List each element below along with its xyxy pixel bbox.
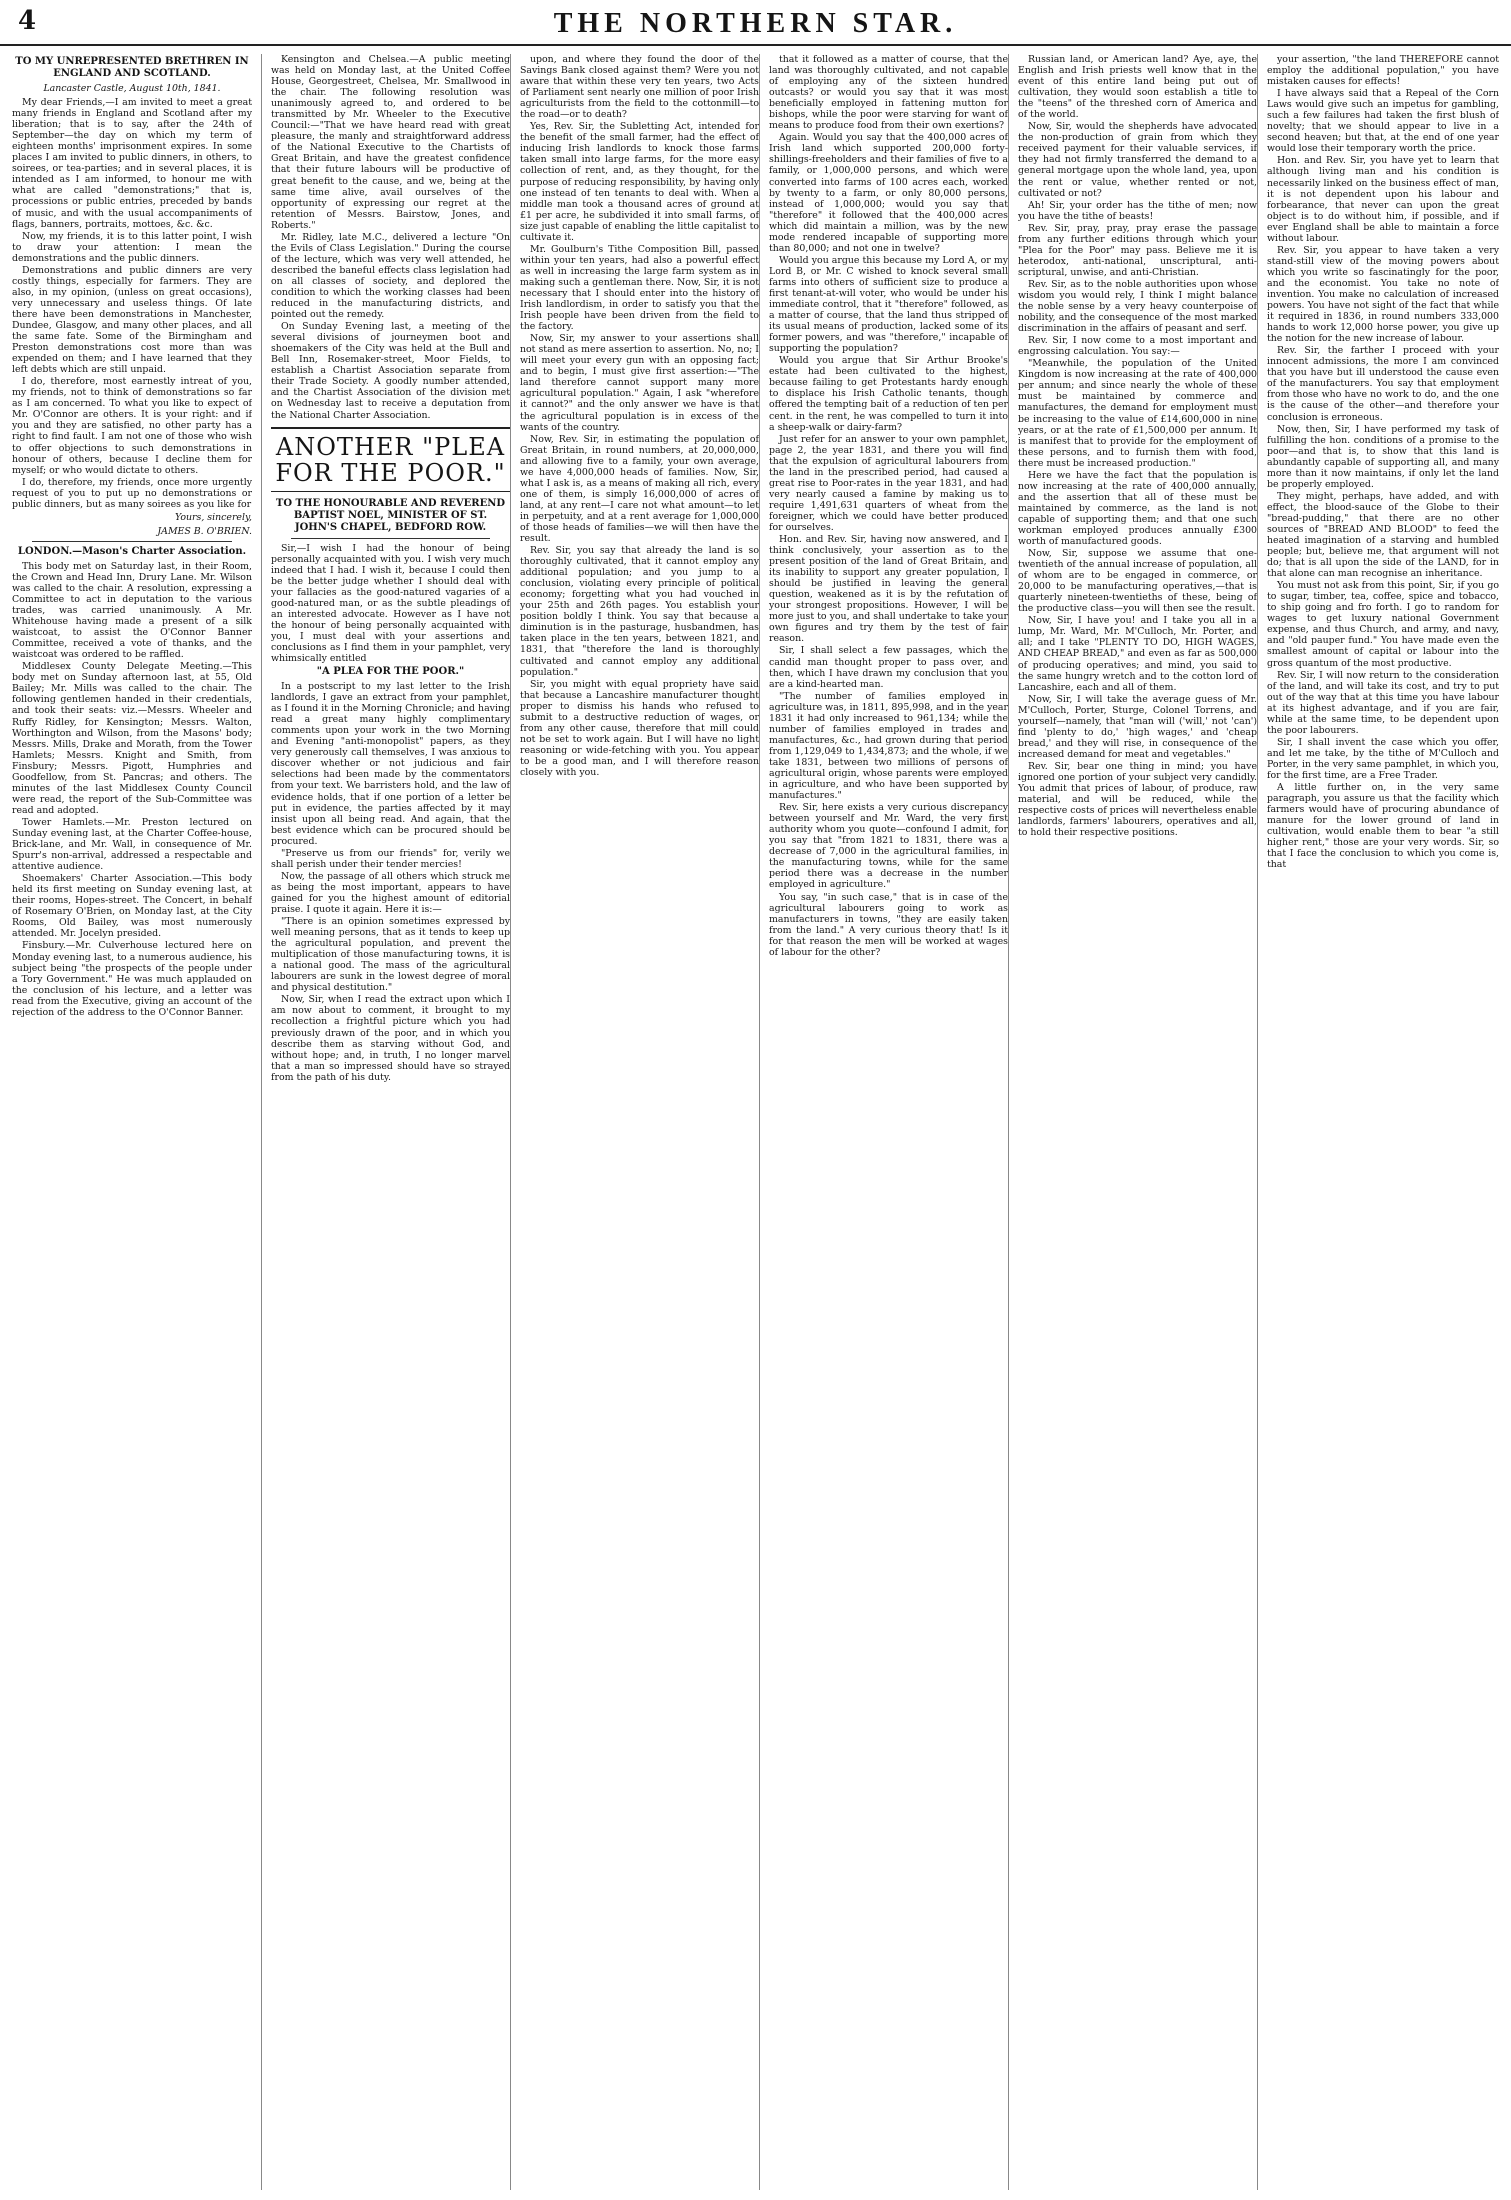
- paragraph: Mr. Ridley, late M.C., delivered a lecture "On the Evils of Class Legislation." During the course of the lecture, which was very well attended, he described the baneful effects class legislation had on all classes of society, and deplored the condition to which the working classes had been reduced in the manufacturing districts, and pointed out the remedy.: [271, 231, 510, 321]
- paragraph: Ah! Sir, your order has the tithe of men; now you have the tithe of beasts!: [1018, 199, 1257, 222]
- divider: [291, 538, 490, 539]
- paragraph: Rev. Sir, bear one thing in mind; you have ignored one portion of your subject very candidly. You admit that prices of labour, of produce, raw material, and will be reduced, while the respective costs of prices will nevertheless enable landlords, farmers' labourers, operatives and all, to hold their respective positions.: [1018, 760, 1257, 839]
- paragraph: Rev. Sir, pray, pray, pray erase the passage from any further editions through which your "Plea for the Poor" may pass. Believe me it is heterodox, anti-national, unscriptural, anti-scriptural, unwise, and anti-Christian.: [1018, 222, 1257, 278]
- letter-dateline: Lancaster Castle, August 10th, 1841.: [43, 83, 221, 94]
- paragraph: Hon. and Rev. Sir, having now answered, and I think conclusively, your assertion as to the present position of the land of Great Britain, and its inability to support any greater population, I should be justified in leaving the general question, weakened as it is by the refutation of your strongest propositions. However, I will be more just to you, and shall undertake to take your own figures and try them by the test of fair reason.: [769, 534, 1008, 645]
- paragraph: Now, Sir, I will take the average guess of Mr. M'Culloch, Porter, Sturge, Colonel Torrens, and yourself—namely, that "man will ('will,' not 'can') find 'plenty to do,' 'high wages,' and 'cheap bread,' and they will rise, in consequence of the increased demand for meat and vegetables.": [1018, 693, 1257, 760]
- paragraph: A little further on, in the very same paragraph, you assure us that the facility which farmers would have of procuring abundance of manure for the lower ground of land in cultivation, would enable them to bear "a still higher rent," those are your very words. Sir, so that I face the conclusion to which you come is, that: [1267, 782, 1499, 871]
- paragraph: Rev. Sir, as to the noble authorities upon whose wisdom you would rely, I think I might balance the noble sense by a very heavy counterpoise of nobility, and the consequence of the most marked discrimination in the affairs of peasant and serf.: [1018, 278, 1257, 335]
- quoted-title: "A PLEA FOR THE POOR.": [316, 666, 465, 678]
- paragraph: Would you argue this because my Lord A, or my Lord B, or Mr. C wished to knock several small farms into others of sufficient size to produce a first tenant-at-will voter, who would be under his immediate control, that it "therefore" followed, as a matter of course, that the land thus stripped of its usual means of production, lacked some of its former powers, and was "therefore," incapable of supporting the population?: [769, 254, 1008, 355]
- paragraph: Rev. Sir, you appear to have taken a very stand-still view of the moving powers about which you write so fascinatingly for the poor, and the economist. You take no note of invention. You make no calculation of increased powers. You have not sight of the fact that while it required in 1836, in round numbers 333,000 hands to work 12,000 horse power, you give up the notion for the new increase of labour.: [1267, 244, 1499, 345]
- paragraph: They might, perhaps, have added, and with effect, the blood-sauce of the Globe to their "bread-pudding," that there are no other sources of "BREAD AND BLOOD" to feed the heated imagination of a starving and humbled people; but, believe me, that argument will not do; that is all upon the side of the LAND, for in that alone can man recognise an inheritance.: [1267, 490, 1499, 580]
- paragraph: Sir, I shall select a few passages, which the candid man thought proper to pass over, and then, which I have drawn my conclusion that you are a kind-hearted man.: [769, 645, 1008, 690]
- article-columns: [12, 54, 1499, 2190]
- page-number: 4: [18, 6, 37, 36]
- paragraph: upon, and where they found the door of the Savings Bank closed against them? Were you not aware that within these very ten years, two Acts of Parliament sent nearly one million of poor Irish agriculturists from the field to the cottonmill—to the road—or to death?: [520, 54, 759, 121]
- paragraph: Sir, I shall invent the case which you offer, and let me take, by the tithe of M'Culloch and Porter, in the very same pamphlet, in which you, for the first time, are a Free Trader.: [1267, 736, 1499, 781]
- paragraph: your assertion, "the land THEREFORE cannot employ the additional population," you have mistaken causes for effects!: [1267, 54, 1499, 88]
- paragraph: Now, my friends, it is to this latter point, I wish to draw your attention: I mean the demonstrations and the public dinners.: [12, 230, 252, 264]
- paragraph: Rev. Sir, I now come to a most important and engrossing calculation. You say:—: [1018, 335, 1257, 358]
- paragraph: Shoemakers' Charter Association.—This body held its first meeting on Sunday evening last, at their rooms, Hopes-street. The Concert, in behalf of Rosemary O'Brien, on Monday last, at the City Rooms, Old Bailey, was most numerously attended. Mr. Jocelyn presided.: [12, 873, 252, 940]
- paragraph: Now, Sir, suppose we assume that one-twentieth of the annual increase of population, all of whom are to be engaged in commerce, or 20,000 to be manufacturing operatives,—that is quarterly nineteen-twentieths of these, being of the productive class—you will then see the result.: [1018, 548, 1257, 615]
- paragraph: Now, Sir, my answer to your assertions shall not stand as mere assertion to assertion. No, no; I will meet your every gun with an opposing fact; and to begin, I must give first assertion:—"The land therefore cannot support many more agricultural population." Again, I ask "wherefore it cannot?" and the only answer we have is that the agricultural population is in excess of the wants of the country.: [520, 333, 759, 433]
- paragraph: This body met on Saturday last, in their Room, the Crown and Head Inn, Drury Lane. Mr. Wilson was called to the chair. A resolution, expressing a Committee to act in deputation to the various trades, was carried unanimously. A Mr. Whitehouse having made a present of a silk waistcoat, to assist the O'Connor Banner Committee, received a vote of thanks, and the waistcoat was ordered to be raffled.: [12, 560, 252, 661]
- paragraph: You must not ask from this point, Sir, if you go to sugar, timber, tea, coffee, spice and tobacco, to ship going and fro forth. I go to random for wages to get luxury national Government expense, and thus Church, and army, and navy, and "old pauper fund." You have made even the smallest amount of capital or labour into the gross quantum of the most productive.: [1267, 580, 1499, 669]
- letter-heading: TO MY UNREPRESENTED BRETHREN IN ENGLAND AND SCOTLAND.: [15, 56, 249, 79]
- paragraph: Russian land, or American land? Aye, aye, the English and Irish priests well know that in the event of this entire land being put out of cultivation, they would soon establish a title to the "teens" of the threshed corn of America and of the world.: [1018, 54, 1257, 121]
- paragraph: Sir, you might with equal propriety have said that because a Lancashire manufacturer thought proper to dismiss his hands who refused to submit to a destructive reduction of wages, or from any other cause, therefore that mill could not be set to work again. But I will have no light reasoning or wide-fetching with you. You appear to be a good man, and I will therefore reason closely with you.: [520, 678, 759, 778]
- paragraph: "There is an opinion sometimes expressed by well meaning persons, that as it tends to keep up the agricultural population, and prevent the multiplication of those manufacturing towns, it is a national good. The mass of the agricultural labourers are sunk in the lowest degree of moral and physical destitution.": [271, 916, 510, 994]
- closing: Yours, sincerely,: [174, 511, 252, 523]
- article-headline: ANOTHER "PLEA FOR THE POOR.": [271, 427, 510, 492]
- paragraph: "The number of families employed in agriculture was, in 1811, 895,998, and in the year 1831 it had only increased to 961,134; while the number of families employed in trades and manufactures, &c., had grown during that period from 1,129,049 to 1,434,873; and the whole, if we take 1831, between two millions of persons of agricultural origin, whose parents were employed in agriculture, and who have been supported by manufactures.": [769, 690, 1008, 802]
- paragraph: Would you argue that Sir Arthur Brooke's estate had been cultivated to the highest, because failing to get Protestants hardy enough to displace his Irish Catholic tenants, though offered the tempting bait of a reduction of ten per cent. in the rent, he was compelled to turn it into a sheep-walk or dairy-farm?: [769, 355, 1008, 433]
- paragraph: Sir,—I wish I had the honour of being personally acquainted with you. I wish very much indeed that I had. I wish it, because I could then be the better judge whether I should deal with your fallacies as the good-natured vagaries of a good-natured man, or as the subtle pleadings of an interested advocate. However as I have not the honour of being personally acquainted with you, I must deal with your assertions and conclusions as I find them in your pamphlet, very whimsically entitled: [271, 542, 510, 665]
- paragraph: Here we have the fact that the population is now increasing at the rate of 400,000 annually, and the assertion that all of these must be maintained by commerce, as the land is not capable of supporting them; and that one such workman employed produces annually £300 worth of manufactured goods.: [1018, 469, 1257, 548]
- paragraph: On Sunday Evening last, a meeting of the several divisions of journeymen boot and shoemakers of the City was held at the Bull and Bell Inn, Rosemaker-street, Moor Fields, to establish a Chartist Association separate from their Trade Society. A goodly number attended, and the Chartist Association of the division met on Wednesday last to receive a deputation from the National Charter Association.: [271, 321, 510, 421]
- paragraph: I do, therefore, my friends, once more urgently request of you to put up no demonstrations or public dinners, but as many soirees as you like for: [12, 476, 252, 510]
- paragraph: Middlesex County Delegate Meeting.—This body met on Sunday afternoon last, at 55, Old Bailey; Mr. Mills was called to the chair. The following gentlemen handed in their credentials, and took their seats: viz.—Messrs. Wheeler and Ruffy Ridley, for Kensington; Messrs. Walton, Worthington and Wilson, from the Masons' body; Messrs. Mills, Drake and Morath, from the Tower Hamlets; Messrs. Knight and Smith, from Finsbury; Messrs. Pigott, Humphries and Goodfellow, from St. Pancras; and others. The minutes of the last Middlesex County Council were read, the report of the Sub-Committee was read and adopted.: [12, 661, 252, 816]
- paragraph: Yes, Rev. Sir, the Subletting Act, intended for the benefit of the small farmer, had the effect of inducing Irish landlords to knock those farms taken small into large farms, for the more easy collection of rent, and, as they thought, for the purpose of reducing responsibility, by having only one instead of ten tenants to deal with. When a middle man took a thousand acres of ground at £1 per acre, he subdivided it into small farms, of size just capable of enabling the little capitalist to cultivate it.: [520, 121, 759, 243]
- paragraph: that it followed as a matter of course, that the land was thoroughly cultivated, and not capable of employing any of the sixteen hundred outcasts? or would you say that it was most beneficially employed in fattening mutton for bishops, while the poor were starving for want of means to produce food from their own exertions?: [769, 54, 1008, 132]
- column-4: [759, 54, 1008, 2190]
- divider: [32, 541, 232, 542]
- paragraph: Hon. and Rev. Sir, you have yet to learn that although living man and his condition is necessarily linked on the business effect of man, it is not dependent upon his labour and forbearance, that never can upon the great object is to do without him, if possible, and if ever England shall be able to maintain a force without labour.: [1267, 155, 1499, 244]
- signature: JAMES B. O'BRIEN.: [157, 525, 252, 537]
- paragraph: Now, Sir, when I read the extract upon which I am now about to comment, it brought to my recollection a frightful picture which you had previously drawn of the poor, and in which you describe them as starving without God, and without hope; and, in truth, I no longer marvel that a man so impressed should have so strayed from the path of his duty.: [271, 994, 510, 1083]
- paragraph: Rev. Sir, the farther I proceed with your innocent admissions, the more I am convinced that you have but ill understood the cause even of the manufacturers. You say that employment from those who have no work to do, and the one is the cause of the other—and therefore your conclusion is erroneous.: [1267, 345, 1499, 423]
- paragraph: You say, "in such case," that is in case of the agricultural labourers going to work as manufacturers in towns, "they are easily taken from the land." A very curious theory that! Is it for that reason the men will be worked at wages of labour for the other?: [769, 891, 1008, 958]
- paragraph: Now, then, Sir, I have performed my task of fulfilling the hon. conditions of a promise to the poor—and that is, to show that this land is abundantly capable of supporting all, and many more than it now maintains, if only let the land be properly employed.: [1267, 423, 1499, 490]
- column-5: [1008, 54, 1257, 2190]
- paragraph: Now, the passage of all others which struck me as being the most important, appears to have gained for you the highest amount of editorial praise. I quote it again. Here it is:—: [271, 870, 510, 915]
- paragraph: Again. Would you say that the 400,000 acres of Irish land which supported 200,000 forty-shillings-freeholders and their families of five to a family, or 1,000,000 persons, and which were converted into farms of 100 acres each, worked by twenty to a farm, or only 80,000 persons, instead of 1,000,000; would you say that "therefore" it followed that the 400,000 acres which did maintain a million, was by the new mode rendered incapable of supporting more than 80,000; and not one in twelve?: [769, 132, 1008, 254]
- section-heading-london: LONDON.—Mason's Charter Association.: [17, 545, 247, 557]
- paragraph: "Preserve us from our friends" for, verily we shall perish under their tender mercies!: [271, 847, 510, 870]
- paragraph: Just refer for an answer to your own pamphlet, page 2, the year 1831, and there you will find that the expulsion of agricultural labourers from the land in the prescribed period, had caused a great rise to Poor-rates in the year 1831, and had very nearly caused a famine by making us to require 1,491,631 quarters of wheat from the foreigner, which we could have better produced for ourselves.: [769, 433, 1008, 533]
- paragraph: Rev. Sir, I will now return to the consideration of the land, and will take its cost, and try to put out of the way that at this time you have labour at its highest advantage, and if you are fair, while at the same time, to be dependent upon the poor labourers.: [1267, 669, 1499, 736]
- paragraph: Now, Sir, I have you! and I take you all in a lump, Mr. Ward, Mr. M'Culloch, Mr. Porter, and all; and I take "PLENTY TO DO, HIGH WAGES, AND CHEAP BREAD," and even as far as 500,000 of producing operatives; and mind, you said to the same hungry wretch and to the cotton lord of Lancashire, each and all of them.: [1018, 615, 1257, 693]
- paragraph: Demonstrations and public dinners are very costly things, especially for farmers. They are also, in my opinion, (unless on great occasions), very unnecessary and useless things. Of late there have been demonstrations in Manchester, Dundee, Glasgow, and many other places, and all the same fate. Some of the Birmingham and Preston demonstrations cost more than was expended on them; and I have learned that they left debts which are still unpaid.: [12, 264, 252, 376]
- paragraph: Now, Sir, would the shepherds have advocated the non-production of grain from which they received payment for their valuable services, if they had not firmly transferred the demand to a general mortgage upon the whole land, yea, upon the rent or value, whether rented or not, cultivated or not?: [1018, 121, 1257, 199]
- paragraph: "Meanwhile, the population of the United Kingdom is now increasing at the rate of 400,000 per annum; and since nearly the whole of these must be maintained by commerce and manufactures, the demand for employment must be increasing to the value of £14,600,000 in nine years, or at the rate of £1,500,000 per annum. It is manifest that to provide for the employment of these persons, and to furnish them with food, there must be increased production.": [1018, 358, 1257, 469]
- column-1: [12, 54, 252, 2190]
- paragraph: My dear Friends,—I am invited to meet a great many friends in England and Scotland after my liberation; that is to say, after the 24th of September—the day on which my term of eighteen months' imprisonment expires. In some places I am invited to public dinners, in others, to soirees, or tea-parties; and in several places, it is intended as I am informed, to honour me with what are called "demonstrations;" that is, processions or public entries, preceded by bands of music, and with the usual accompaniments of flags, banners, portraits, mottoes, &c. &c.: [12, 97, 252, 230]
- paragraph: Rev. Sir, you say that already the land is so thoroughly cultivated, that it cannot employ any additional population; and you jump to a conclusion, violating every principle of political economy; forgetting what you had vouched in your 25th and 26th pages. You establish your position boldly I think. You say that because a diminution is in the pasturage, husbandmen, has taken place in the ten years, between 1821, and 1831, that "therefore the land is thoroughly cultivated and cannot employ any additional population.": [520, 545, 759, 678]
- paragraph: Tower Hamlets.—Mr. Preston lectured on Sunday evening last, at the Charter Coffee-house, Brick-lane, and Mr. Wall, in consequence of Mr. Spurr's non-arrival, addressed a respectable and attentive audience.: [12, 816, 252, 873]
- letter-address: TO THE HONOURABLE AND REVEREND BAPTIST NOEL, MINISTER OF ST. JOHN'S CHAPEL, BEDFORD ROW.: [275, 497, 506, 533]
- masthead: [0, 0, 1511, 46]
- paragraph: In a postscript to my last letter to the Irish landlords, I gave an extract from your pamphlet, as I found it in the Morning Chronicle; and having read a great many highly complimentary comments upon your work in the two Morning and Evening "anti-monopolist" papers, as they very generously call themselves, I was anxious to discover whether or not judicious and fair selections had been made by the commentators from your text. We barristers hold, and the law of evidence holds, that if one portion of a letter be put in evidence, the parties affected by it may insist upon all being read. And again, that the best evidence which can be procured should be procured.: [271, 681, 510, 847]
- paragraph: Kensington and Chelsea.—A public meeting was held on Monday last, at the United Coffee House, Georgestreet, Chelsea, Mr. Smallwood in the chair. The following resolution was unanimously agreed to, and ordered to be transmitted by Mr. Wheeler to the Executive Council:—"That we have heard read with great pleasure, the manly and straightforward address of the National Executive to the Chartists of Great Britain, and have the greatest confidence that their future labours will be productive of great benefit to the cause, and we, being at the same time alive, avail ourselves of the opportunity of expressing our regret at the retention of Messrs. Bairstow, Jones, and Roberts.": [271, 54, 510, 231]
- paragraph: Mr. Goulburn's Tithe Composition Bill, passed within your ten years, had also a powerful effect as well in increasing the large farm system as in making such a gentleman there. Now, Sir, it is not necessary that I should enter into the history of Irish landlordism, in order to satisfy you that the Irish people have been driven from the field to the factory.: [520, 243, 759, 333]
- column-2: [261, 54, 510, 2190]
- paragraph: Now, Rev. Sir, in estimating the population of Great Britain, in round numbers, at 20,000,000, and allowing five to a family, your own average, we have 4,000,000 heads of families. Now, Sir, what I ask is, as a means of making all rich, every one of them, is simply 16,000,000 of acres of land, at any rent—I care not what amount—to let in perpetuity, and at a rent average for 1,000,000 of those heads of families—we will then have the result.: [520, 433, 759, 545]
- paragraph: Rev. Sir, here exists a very curious discrepancy between yourself and Mr. Ward, the very first authority whom you quote—confound I admit, for you say that "from 1821 to 1831, there was a decrease of 7,000 in the agricultural families, in the manufacturing towns, while for the same period there was a decrease in the number employed in agriculture.": [769, 802, 1008, 891]
- newspaper-title: THE NORTHERN STAR.: [553, 8, 958, 39]
- paragraph: I do, therefore, most earnestly intreat of you, my friends, not to think of demonstrations so far as I am concerned. To what you like to expect of Mr. O'Connor are others. It is your right: and if you and they are satisfied, no other party has a right to find fault. I am not one of those who wish to offer objections to such demonstrations in honour of others, because I decline them for myself; or who would dictate to others.: [12, 376, 252, 476]
- column-3: [510, 54, 759, 2190]
- paragraph: Finsbury.—Mr. Culverhouse lectured here on Monday evening last, to a numerous audience, his subject being "the prospects of the people under a Tory Government." He was much applauded on the conclusion of his lecture, and a letter was read from the Executive, giving an account of the rejection of the address to the O'Connor Banner.: [12, 940, 252, 1018]
- column-6: [1257, 54, 1499, 2190]
- paragraph: I have always said that a Repeal of the Corn Laws would give such an impetus for gambling, such a few failures had taken the first blush of novelty; that we should appear to live in a second heaven; but that, at the end of one year would lose their temporary worth the price.: [1267, 88, 1499, 155]
